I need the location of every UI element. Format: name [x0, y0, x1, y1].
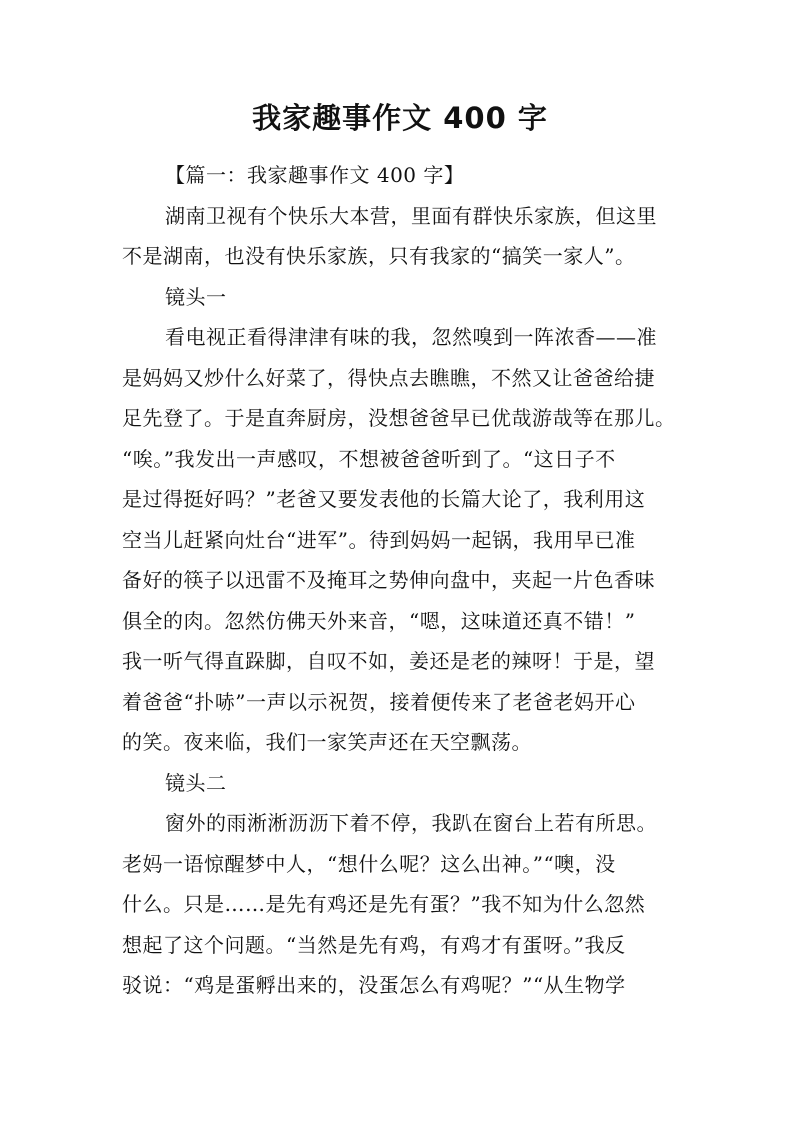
text-line: “唉。”我发出一声感叹，不想被爸爸听到了。“这日子不 [122, 446, 616, 471]
text-line: 老妈一语惊醒梦中人，“想什么呢？这么出神。”“噢，没 [122, 851, 616, 876]
text-line: 备好的筷子以迅雷不及掩耳之势伸向盘中，夹起一片色香味 [122, 568, 655, 592]
text-line: 湖南卫视有个快乐大本营，里面有群快乐家族，但这里 [165, 203, 657, 228]
text-line: 我一听气得直跺脚，自叹不如，姜还是老的辣呀！于是，望 [122, 649, 655, 673]
text-line: 镜头二 [165, 770, 227, 795]
text-line: 镜头一 [165, 284, 227, 309]
text-line: 窗外的雨淅淅沥沥下着不停，我趴在窗台上若有所思。 [165, 811, 657, 835]
text-line: 不是湖南，也没有快乐家族，只有我家的“搞笑一家人”。 [122, 244, 636, 268]
text-line: 俱全的肉。忽然仿佛天外来音，“嗯，这味道还真不错！” [122, 608, 636, 633]
text-line: 足先登了。于是直奔厨房，没想爸爸早已优哉游哉等在那儿。 [122, 406, 676, 430]
text-line: 的笑。夜来临，我们一家笑声还在天空飘荡。 [122, 730, 532, 754]
text-line: 着爸爸“扑哧”一声以示祝贺，接着便传来了老爸老妈开心 [122, 689, 636, 714]
document-body [122, 155, 682, 1006]
text-line: 空当儿赶紧向灶台“进军”。待到妈妈一起锅，我用早已准 [122, 527, 636, 552]
text-line: 是妈妈又炒什么好菜了，得快点去瞧瞧，不然又让爸爸给捷 [122, 365, 655, 390]
text-line: 什么。只是……是先有鸡还是先有蛋？”我不知为什么忽然 [122, 892, 646, 916]
document-title: 我家趣事作文 400 字 [252, 101, 548, 135]
text-line: 看电视正看得津津有味的我，忽然嗅到一阵浓香——准 [165, 325, 657, 349]
text-line: 想起了这个问题。“当然是先有鸡，有鸡才有蛋呀。”我反 [122, 932, 626, 957]
text-line: 【篇一：我家趣事作文 400 字】 [165, 163, 465, 187]
text-line: 驳说：“鸡是蛋孵出来的，没蛋怎么有鸡呢？”“从生物学 [122, 973, 626, 997]
text-line: 是过得挺好吗？”老爸又要发表他的长篇大论了，我利用这 [122, 487, 646, 511]
